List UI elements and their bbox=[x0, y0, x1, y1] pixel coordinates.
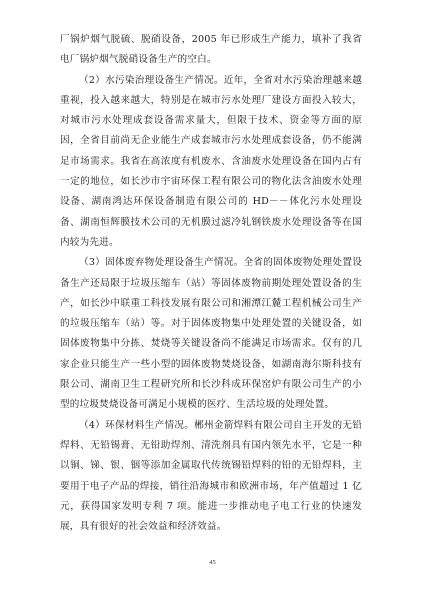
paragraph-solid-waste-equipment: （3）固体废弃物处理设备生产情况。全省的固体废物处理处置设备生产还局限于垃圾压缩车（站）等固体废物前期处理处置设备的生产，如长沙中联重工科技发展有限公司和湘潭江麓工程机械公司生产的垃圾压缩车（站）等。对于固体废物集中处理处置的关键设备，如固体废物集中分拣、焚烧等关键设备尚不能满足市场需求。仅有的几家企业只能生产一些小型的固体废物焚烧设备，如湖南海尔斯科技有限公司、湖南卫生工程研究所和长沙科成环保窑炉有限公司生产的小型的垃圾焚烧设备可满足小规模的医疗、生活垃圾的处理处置。 bbox=[60, 257, 362, 411]
document-page bbox=[60, 30, 362, 537]
paragraph-environmental-materials: （4）环保材料生产情况。郴州金箭焊料有限公司自主开发的无铅焊料、无铅锡膏、无铅助焊剂、清洗剂具有国内领先水平，它是一种以铜、锑、银、铟等添加金属取代传统锡铅焊料的铅的无铅焊料，主要用于电子产品的焊接，销往沿海城市和欧洲市场，年产值超过 1 亿元，获得国家发明专利 7 项。能进一步推动电子电工行业的快速发展，具有很好的社会效益和经济效益。 bbox=[60, 419, 362, 533]
paragraph-flue-gas-continuation: 厂锅炉烟气脱硫、脱硝设备，2005 年已形成生产能力，填补了我省电厂锅炉烟气脱硝设备生产的空白。 bbox=[60, 34, 362, 66]
page-number: 45 bbox=[209, 559, 216, 566]
paragraph-water-pollution-equipment: （2）水污染治理设备生产情况。近年，全省对水污染治理越来越重视，投入越来越大，特别是在城市污水处理厂建设方面投入较大，对城市污水处理成套设备需求量大，但限于技术、资金等方面的原因，全省目前尚无企业能生产成套城市污水处理成套设备，仍不能满足市场需求。我省在高浓度有机废水、含油废水处理设备在国内占有一定的地位，如长沙市宇宙环保工程有限公司的物化法含油废水处理设备、湖南鸿达环保设备制造有限公司的 HD－－体化污水处理设备、湖南恒辉膜技术公司的无机膜过滤冷轧钢铁废水处理设备等在国内较为先进。 bbox=[60, 74, 362, 248]
